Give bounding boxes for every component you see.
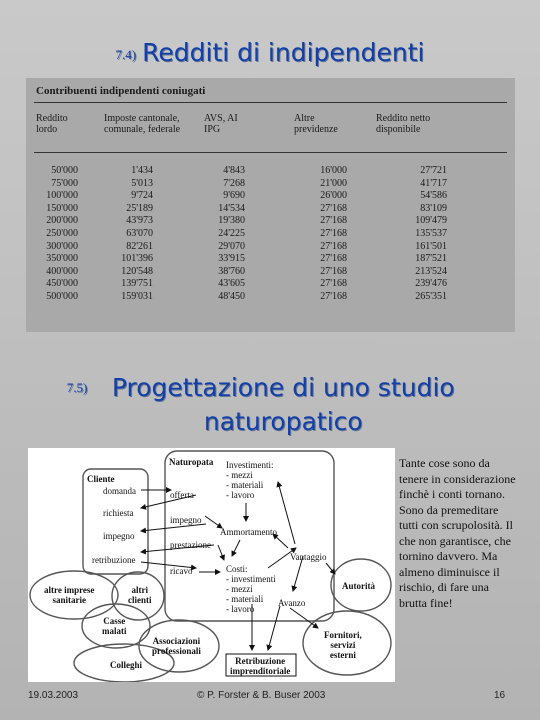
table-cell: 27'721 [420, 165, 447, 176]
table-cell: 159'031 [121, 291, 153, 302]
table-cell: 82'261 [126, 240, 153, 252]
table-cell: 24'225 [218, 228, 245, 239]
section-number: 7.5) [66, 380, 88, 395]
table-cell: 27'168 [320, 240, 347, 252]
section-heading: Redditi di indipendenti [142, 38, 425, 67]
table-cell: 300'000 [46, 240, 78, 252]
table-cell: 450'000 [46, 278, 78, 290]
table-cell: 500'000 [46, 291, 78, 302]
offerta-label: offerta [170, 490, 194, 500]
naturopata-label: Naturopata [169, 457, 214, 467]
table-cell: 101'396 [121, 253, 153, 265]
table-cell: 120'548 [121, 265, 153, 277]
arrow-vantaggio-invest [278, 482, 295, 544]
retribuzione-label: retribuzione [92, 555, 136, 565]
ricavo-label: ricavo [170, 566, 193, 576]
table-cell: 27'168 [320, 253, 347, 265]
table-cell: 27'168 [320, 291, 347, 302]
prestazione-label: prestazione [170, 540, 211, 550]
table-cell: 187'521 [415, 253, 447, 265]
table-header-2: AVS, AI IPG [204, 113, 238, 135]
table-cell: 29'070 [218, 240, 245, 252]
table-cell: 5'013 [131, 177, 153, 189]
table-cell: 25'189 [126, 202, 153, 214]
side-note: Tante cose sono da tenere in considerazione finchè i conti tornano. Sono da premeditare tutti con scrupolosità. Il che non garantisce, che tornino davvero. Ma almeno diminuisce il rischio, di fare una brutta fine! [399, 456, 516, 610]
arrow-prest-costi [218, 545, 224, 560]
table-header-0: Reddito lordo [36, 113, 68, 135]
table-cell: 16'000 [320, 165, 347, 176]
footer-date: 19.03.2003 [28, 690, 79, 701]
avanzo-label: Avanzo [278, 598, 306, 608]
table-cell: 213'524 [415, 265, 447, 277]
ammortamento-label: Ammortamento [220, 527, 277, 537]
cliente-label: Cliente [87, 474, 115, 484]
altri-clienti-label: altri clienti [128, 585, 152, 605]
table-cell: 48'450 [218, 291, 245, 302]
arrow-amm-costi [232, 540, 240, 556]
table-cell: 265'351 [415, 291, 447, 302]
table-cell: 9'724 [131, 190, 153, 202]
table-cell: 150'000 [46, 202, 78, 214]
arrow-impegno [141, 524, 206, 531]
vantaggio-label: Vantaggio [290, 552, 327, 562]
arrow-costi-fornitori [290, 608, 318, 628]
table-cell: 83'109 [420, 202, 447, 214]
table-cell: 135'537 [415, 228, 447, 239]
costi-label: Costi: - investimenti - mezzi - materiali - lavoro [226, 564, 276, 614]
table-cell: 19'380 [218, 215, 245, 227]
table-cell: 1'434 [131, 165, 153, 176]
footer-page-number: 16 [494, 690, 506, 701]
table-cell: 250'000 [46, 228, 78, 239]
table-cell: 139'751 [121, 278, 153, 290]
altre-imprese-label: altre imprese sanitarie [44, 585, 95, 605]
business-diagram [28, 448, 395, 682]
table-header-3: Altre previdenze [294, 113, 338, 135]
table-cell: 100'000 [46, 190, 78, 202]
table-cell: 239'476 [415, 278, 447, 290]
table-cell: 4'843 [223, 165, 245, 176]
table-cell: 43'605 [218, 278, 245, 290]
section-title-redditi [0, 38, 540, 67]
table-cell: 9'690 [223, 190, 245, 202]
impegno-naturopata-label: impegno [170, 515, 202, 525]
table-cell: 75'000 [51, 177, 78, 189]
table-cell: 41'717 [420, 177, 447, 189]
impegno-label: impegno [103, 531, 135, 541]
table-cell: 21'000 [320, 177, 347, 189]
table-header-4: Reddito netto disponibile [376, 113, 431, 135]
table-cell: 33'915 [218, 253, 245, 265]
table-cell: 63'070 [126, 228, 153, 239]
richiesta-label: richiesta [103, 508, 134, 518]
fornitori-label: Fornitori, servizi esterni [324, 630, 362, 660]
table-caption: Contribuenti indipendenti coniugati [36, 85, 206, 97]
table-cell: 200'000 [46, 215, 78, 227]
table-cell: 27'168 [320, 215, 347, 227]
retribuzione-imprenditoriale-label: Retribuzione imprenditoriale [230, 656, 291, 676]
table-cell: 14'534 [218, 202, 245, 214]
table-cell: 26'000 [320, 190, 347, 202]
table-rule-header [34, 152, 507, 153]
footer-author: © P. Forster & B. Buser 2003 [197, 690, 326, 701]
table-cell: 50'000 [51, 165, 78, 176]
table-cell: 161'501 [415, 240, 447, 252]
table-cell: 7'268 [223, 177, 245, 189]
investimenti-label: Investimenti: - mezzi - materiali - lavoro [226, 460, 274, 500]
table-cell: 350'000 [46, 253, 78, 265]
autorita-label: Autorità [342, 581, 375, 591]
income-table [26, 78, 515, 332]
section-heading: Progettazione di uno studio naturopatico [111, 373, 455, 436]
section-title-progettazione [0, 371, 540, 439]
casse-malati-label: Casse malati [102, 616, 127, 636]
table-cell: 400'000 [46, 265, 78, 277]
table-cell: 38'760 [218, 265, 245, 277]
table-cell: 109'479 [415, 215, 447, 227]
colleghi-label: Colleghi [110, 660, 143, 670]
domanda-label: domanda [103, 486, 136, 496]
section-number: 7.4) [115, 47, 137, 62]
table-cell: 27'168 [320, 265, 347, 277]
associazioni-label: Associazioni professionali [152, 636, 201, 656]
table-cell: 27'168 [320, 202, 347, 214]
table-cell: 43'973 [126, 215, 153, 227]
table-cell: 27'168 [320, 278, 347, 290]
table-cell: 54'586 [420, 190, 447, 202]
table-rule-top [34, 102, 507, 103]
table-cell: 27'168 [320, 228, 347, 239]
table-header-1: Imposte cantonale, comunale, federale [104, 113, 181, 135]
